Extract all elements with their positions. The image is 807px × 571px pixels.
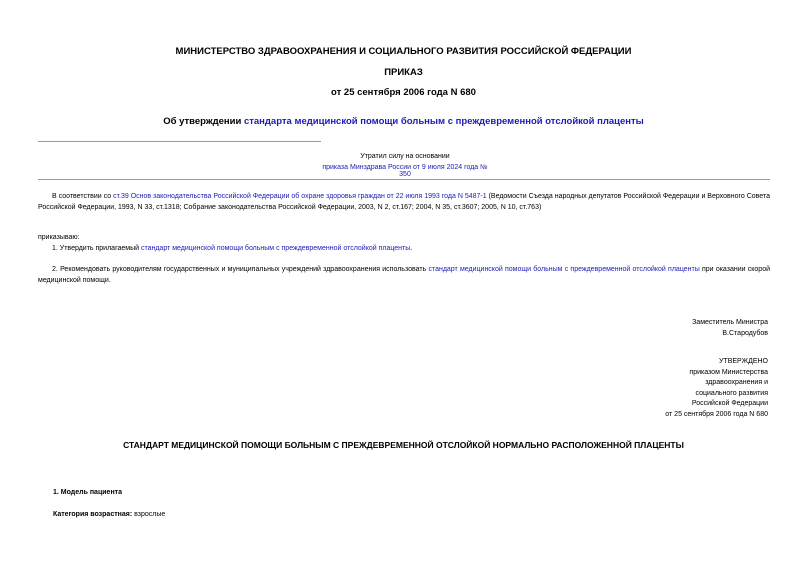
legal-basis-paragraph: [38, 191, 770, 213]
lost-force-reference: [320, 164, 490, 178]
item1-suffix: .: [410, 245, 413, 252]
item2-suffix: при оказании скорой медицинской помощи.: [38, 266, 770, 284]
item1-prefix: 1. Утвердить прилагаемый: [52, 245, 141, 252]
basis-prefix: В соответствии со: [52, 193, 114, 200]
signature-position: Заместитель Министра: [692, 319, 768, 326]
item1-standard-link[interactable]: стандарт медицинской помощи больным с преждевременной отслойкой плаценты: [140, 245, 411, 252]
approval-line: УТВЕРЖДЕНО: [718, 358, 768, 365]
age-category-value: взрослые: [132, 511, 166, 518]
basis-suffix: (Ведомости Съезда народных депутатов Российской Федерации и Верховного Совета Российской Федерации, 1993, N 33, ст.1318; Собрание законодательства Российской Федерации, 2003, N 2, ст.167; 2004, N 35, ст.3607; 2005, N 10, ст.763): [38, 193, 770, 211]
standard-title: СТАНДАРТ МЕДИЦИНСКОЙ ПОМОЩИ БОЛЬНЫМ С ПРЕЖДЕВРЕМЕННОЙ ОТСЛОЙКОЙ НОРМАЛЬНО РАСПОЛОЖЕННОЙ ПЛАЦЕНТЫ: [123, 440, 684, 450]
approval-line: от 25 сентября 2006 года N 680: [665, 410, 768, 418]
divider-short: [38, 141, 321, 142]
age-category: [53, 511, 165, 518]
divider-long: [38, 179, 770, 180]
signature-name: В.Стародубов: [722, 330, 768, 337]
approval-line: социального развития: [695, 389, 768, 397]
order-item-1: [38, 243, 770, 254]
lost-force-text: Утратил силу на основании: [360, 153, 450, 160]
section-patient-model: 1. Модель пациента: [53, 489, 122, 496]
doc-title-link[interactable]: стандарта медицинской помощи больным с преждевременной отслойкой плаценты: [243, 116, 644, 127]
item2-standard-link[interactable]: стандарт медицинской помощи больным с преждевременной отслойкой плаценты: [428, 266, 700, 273]
doc-date-number: от 25 сентября 2006 года N 680: [331, 87, 476, 98]
doc-title-prefix: Об утверждении: [163, 116, 244, 127]
ministry-heading: МИНИСТЕРСТВО ЗДРАВООХРАНЕНИЯ И СОЦИАЛЬНОГО РАЗВИТИЯ РОССИЙСКОЙ ФЕДЕРАЦИИ: [175, 46, 632, 57]
approval-line: Российской Федерации: [691, 400, 768, 407]
lost-force-link[interactable]: приказа Минздрава России от 9 июля 2024 года № 350: [322, 164, 488, 178]
approval-line: здравоохранения и: [705, 379, 768, 386]
signature-block: [692, 317, 768, 339]
approval-line: приказом Министерства: [689, 368, 768, 376]
age-category-label: Категория возрастная:: [53, 511, 133, 518]
basis-law-link[interactable]: ст.39 Основ законодательства Российской Федерации об охране здоровья граждан от 22 июля 1993 года N 5487-1: [113, 193, 487, 200]
doc-title: [0, 116, 807, 127]
item2-prefix: 2. Рекомендовать руководителям государственных и муниципальных учреждений здравоохранения использовать: [52, 266, 429, 273]
order-word: приказываю:: [38, 234, 80, 241]
approval-block: [665, 357, 768, 420]
order-item-2: [38, 264, 770, 286]
doc-type-heading: ПРИКАЗ: [384, 67, 423, 78]
